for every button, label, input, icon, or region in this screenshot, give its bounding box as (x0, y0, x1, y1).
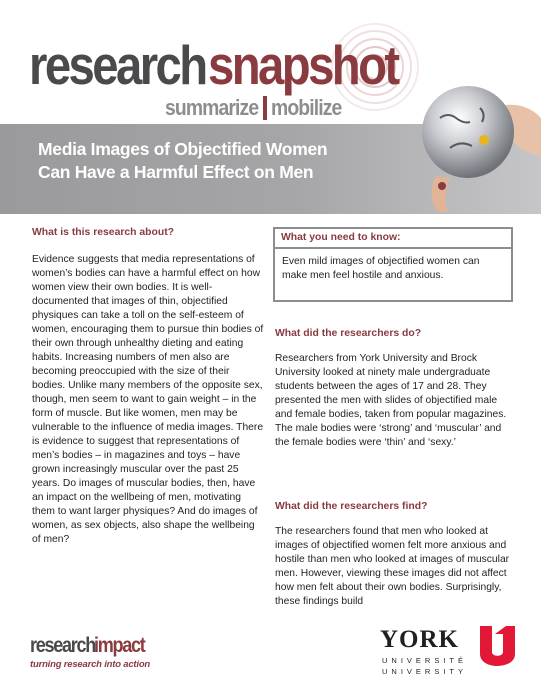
logo-snapshot-word: snapshot (208, 34, 398, 96)
research-impact-logo (30, 633, 230, 673)
impact-tagline: turning research into action (30, 659, 151, 670)
tagline-mobilize: mobilize (270, 95, 342, 120)
logo-research-word: research (29, 34, 206, 96)
research-impact-wordmark (30, 633, 230, 657)
page-title (38, 138, 358, 184)
impact-logo-research: research (30, 634, 95, 657)
york-university-logo (380, 622, 515, 682)
did-do-body: Researchers from York University and Brock University looked at ninety male undergraduate students between the ages of 17 and 28. They presented the men with slides of objectified male and female bodies, taken from popular magazines. The male bodies were ‘strong’ and ‘muscular’ and the female bodies were ‘thin’ and ‘sexy.’ (275, 353, 507, 448)
about-heading: What is this research about? (32, 227, 175, 238)
tagline-summarize: summarize (165, 95, 259, 120)
need-to-know-heading: What you need to know: (275, 229, 511, 249)
york-subtext (382, 655, 467, 677)
about-section (32, 226, 264, 547)
hand-holding-globe-icon (400, 78, 541, 214)
did-find-body: The researchers found that men who looked at images of objectified women felt more anxious and hostile than men who looked at images of muscular men. However, viewing these images did not affect how men felt about their own bodies. Surprisingly, these findings build (275, 526, 510, 607)
york-subtext-fr: UNIVERSITÉ (382, 656, 468, 665)
tagline (165, 96, 351, 120)
did-find-heading: What did the researchers find? (275, 501, 428, 512)
york-wordmark: YORK (380, 626, 459, 653)
header (0, 0, 541, 214)
need-to-know-body: Even mild images of objectified women can make men feel hostile and anxious. (282, 256, 480, 281)
page-title-line-2: Can Have a Harmful Effect on Men (38, 162, 314, 182)
about-body: Evidence suggests that media representations of women’s bodies can have a harmful effect on how women view their own bodies. It is well-documented that images of thin, objectified physiques can take a toll on the self-esteem of women, encouraging them to pursue thin bodies of their own through unhealthy dieting and eating habits. Increasing numbers of men also are becoming preoccupied with the size of their bodies. Unlike many members of the opposite sex, though, men seem to want to gain weight – in the form of muscle. But like women, men may be vulnerable to the influence of media images. There is evidence to suggest that representations of men’s bodies – in magazines and toys – have grown increasingly muscular over the past 25 years. Do images of muscular bodies, then, have an impact on the wellbeing of men, motivating them to want larger physiques? And do images of women, as sex objects, also shape the wellbeing of men? (32, 254, 264, 545)
tagline-divider (263, 96, 267, 120)
york-subtext-en: UNIVERSITY (382, 667, 468, 676)
did-do-heading: What did the researchers do? (275, 328, 422, 339)
impact-logo-impact: impact (93, 634, 145, 657)
page-title-line-1: Media Images of Objectified Women (38, 139, 328, 159)
york-u-icon (480, 626, 515, 672)
need-to-know-box (273, 227, 513, 302)
did-find-section (275, 500, 511, 609)
did-do-section (275, 327, 511, 450)
